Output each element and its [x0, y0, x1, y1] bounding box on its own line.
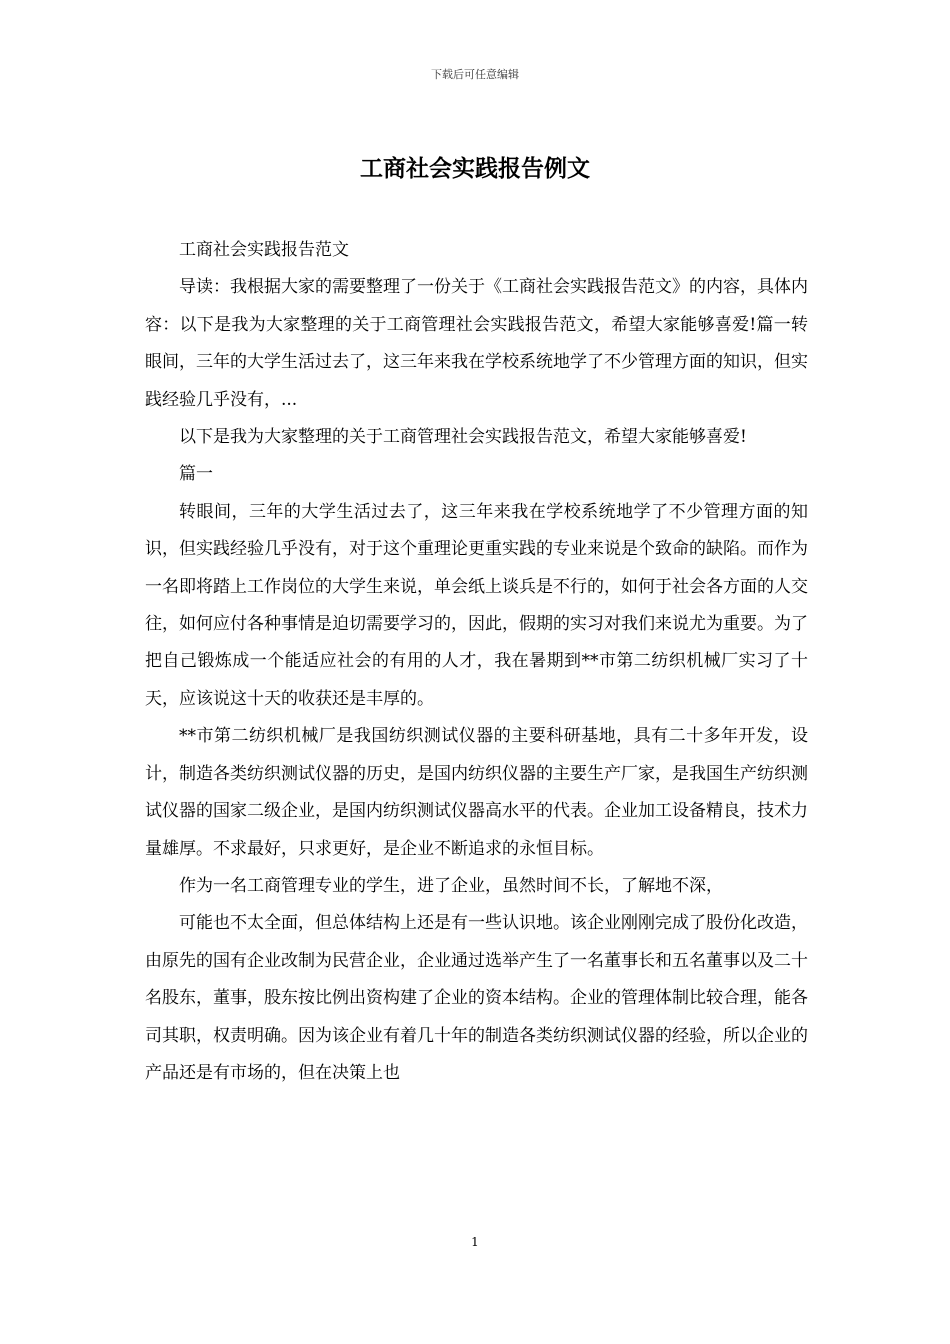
section-heading: 篇一	[179, 464, 213, 485]
document-title: 工商社会实践报告例文	[360, 155, 590, 182]
document-body	[145, 232, 808, 1092]
paragraph-subtitle: 工商社会实践报告范文	[179, 240, 349, 260]
paragraph: 可能也不太全面，但总体结构上还是有一些认识地。该企业刚刚完成了股份化改造，由原先的国有企业改制为民营企业，企业通过选举产生了一名董事长和五名董事以及二十名股东，董事，股东按比例出资构建了企业的资本结构。企业的管理体制比较合理，能各司其职，权责明确。因为该企业有着几十年的制造各类纺织测试仪器的经验，所以企业的产品还是有市场的，但在决策上也	[145, 913, 808, 1083]
page-number: 1	[471, 1235, 479, 1249]
paragraph-intro: 导读：我根据大家的需要整理了一份关于《工商社会实践报告范文》的内容，具体内容：以下是我为大家整理的关于工商管理社会实践报告范文，希望大家能够喜爱!篇一转眼间，三年的大学生活过去了，这三年来我在学校系统地学了不少管理方面的知识，但实践经验几乎没有，...	[145, 277, 808, 410]
header-note: 下载后可任意编辑	[431, 68, 519, 81]
paragraph: 转眼间，三年的大学生活过去了，这三年来我在学校系统地学了不少管理方面的知识，但实践经验几乎没有，对于这个重理论更重实践的专业来说是个致命的缺陷。而作为一名即将踏上工作岗位的大学生来说，单会纸上谈兵是不行的，如何于社会各方面的人交往，如何应付各种事情是迫切需要学习的，因此，假期的实习对我们来说尤为重要。为了把自己锻炼成一个能适应社会的有用的人才，我在暑期到**市第二纺织机械厂实习了十天，应该说这十天的收获还是丰厚的。	[145, 501, 808, 709]
paragraph: 作为一名工商管理专业的学生，进了企业，虽然时间不长，了解地不深，	[179, 875, 723, 896]
paragraph: **市第二纺织机械厂是我国纺织测试仪器的主要科研基地，具有二十多年开发，设计，制造各类纺织测试仪器的历史，是国内纺织仪器的主要生产厂家，是我国生产纺织测试仪器的国家二级企业，是国内纺织测试仪器高水平的代表。企业加工设备精良，技术力量雄厚。不求最好，只求更好，是企业不断追求的永恒目标。	[145, 726, 808, 859]
paragraph: 以下是我为大家整理的关于工商管理社会实践报告范文，希望大家能够喜爱!	[179, 427, 747, 448]
